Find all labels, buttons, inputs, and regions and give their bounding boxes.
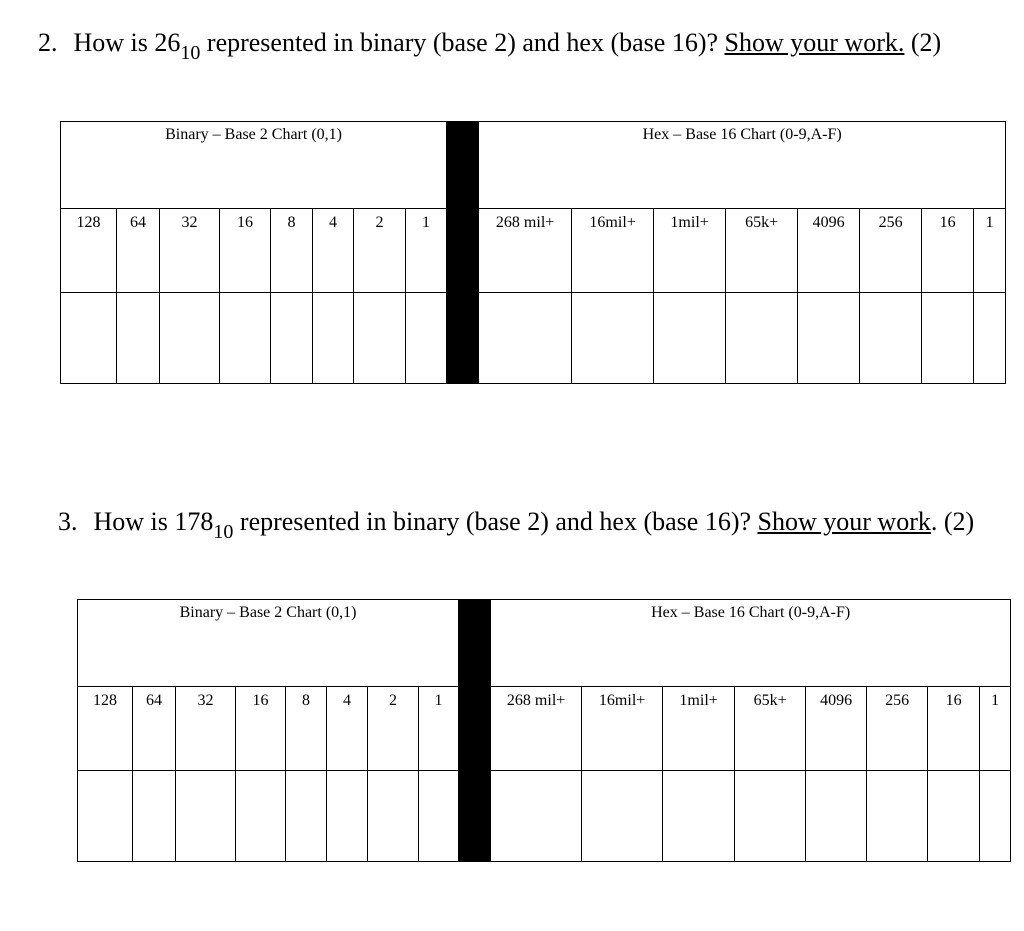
binary-answer-cell[interactable] [419, 771, 459, 862]
hex-place-value: 256 [860, 209, 922, 293]
question-text-continued: represented in binary (base 2) and hex (base 16)? [200, 28, 725, 57]
hex-answer-cell[interactable] [572, 293, 654, 384]
hex-answer-cell[interactable] [867, 771, 928, 862]
question-text: How is 26 [73, 28, 181, 57]
chart-divider [447, 122, 479, 384]
binary-answer-cell[interactable] [236, 771, 286, 862]
hex-place-value: 65k+ [735, 687, 806, 771]
show-work-instruction: Show your work [757, 507, 931, 536]
hex-answer-cell[interactable] [860, 293, 922, 384]
binary-place-value: 128 [78, 687, 133, 771]
conversion-chart-q2 [60, 121, 1006, 384]
binary-chart-title: Binary – Base 2 Chart (0,1) [61, 122, 447, 209]
points-value: . (2) [930, 507, 975, 536]
binary-place-value: 4 [313, 209, 354, 293]
binary-place-value: 32 [160, 209, 220, 293]
hex-place-value: 1mil+ [663, 687, 735, 771]
hex-place-value: 1 [974, 209, 1006, 293]
hex-place-value: 16 [928, 687, 980, 771]
base-subscript: 10 [180, 42, 201, 64]
binary-answer-cell[interactable] [286, 771, 327, 862]
binary-answer-cell[interactable] [176, 771, 236, 862]
base-subscript: 10 [213, 521, 234, 543]
binary-answer-cell[interactable] [78, 771, 133, 862]
question-3 [58, 507, 975, 543]
binary-place-value: 1 [406, 209, 447, 293]
question-2 [38, 28, 942, 64]
binary-place-value: 64 [133, 687, 176, 771]
hex-chart-title: Hex – Base 16 Chart (0-9,A-F) [491, 600, 1011, 687]
points-value: (2) [904, 28, 942, 57]
binary-place-value: 2 [354, 209, 406, 293]
hex-place-value: 4096 [806, 687, 867, 771]
question-number: 2. [38, 28, 58, 57]
binary-answer-cell[interactable] [406, 293, 447, 384]
show-work-instruction: Show your work. [724, 28, 905, 57]
binary-place-value: 2 [368, 687, 419, 771]
binary-answer-cell[interactable] [160, 293, 220, 384]
binary-place-value: 1 [419, 687, 459, 771]
binary-place-value: 8 [271, 209, 313, 293]
hex-chart-title: Hex – Base 16 Chart (0-9,A-F) [479, 122, 1006, 209]
question-number: 3. [58, 507, 78, 536]
hex-answer-cell[interactable] [479, 293, 572, 384]
chart-divider [459, 600, 491, 862]
hex-answer-cell[interactable] [928, 771, 980, 862]
hex-place-value: 268 mil+ [479, 209, 572, 293]
hex-answer-cell[interactable] [735, 771, 806, 862]
binary-answer-cell[interactable] [354, 293, 406, 384]
binary-place-value: 16 [236, 687, 286, 771]
hex-answer-cell[interactable] [582, 771, 663, 862]
hex-answer-cell[interactable] [491, 771, 582, 862]
hex-place-value: 1mil+ [654, 209, 726, 293]
hex-place-value: 268 mil+ [491, 687, 582, 771]
binary-place-value: 16 [220, 209, 271, 293]
hex-place-value: 16mil+ [572, 209, 654, 293]
binary-answer-cell[interactable] [220, 293, 271, 384]
binary-place-value: 32 [176, 687, 236, 771]
hex-answer-cell[interactable] [663, 771, 735, 862]
question-text: How is 178 [93, 507, 214, 536]
binary-answer-cell[interactable] [271, 293, 313, 384]
binary-place-value: 128 [61, 209, 117, 293]
hex-place-value: 16 [922, 209, 974, 293]
binary-answer-cell[interactable] [117, 293, 160, 384]
binary-place-value: 8 [286, 687, 327, 771]
hex-place-value: 65k+ [726, 209, 798, 293]
binary-chart-title: Binary – Base 2 Chart (0,1) [78, 600, 459, 687]
binary-answer-cell[interactable] [61, 293, 117, 384]
binary-answer-cell[interactable] [368, 771, 419, 862]
hex-answer-cell[interactable] [798, 293, 860, 384]
hex-place-value: 1 [980, 687, 1011, 771]
hex-place-value: 4096 [798, 209, 860, 293]
binary-place-value: 4 [327, 687, 368, 771]
hex-answer-cell[interactable] [922, 293, 974, 384]
hex-answer-cell[interactable] [654, 293, 726, 384]
hex-answer-cell[interactable] [974, 293, 1006, 384]
binary-answer-cell[interactable] [133, 771, 176, 862]
hex-place-value: 256 [867, 687, 928, 771]
binary-place-value: 64 [117, 209, 160, 293]
hex-answer-cell[interactable] [726, 293, 798, 384]
hex-answer-cell[interactable] [980, 771, 1011, 862]
hex-place-value: 16mil+ [582, 687, 663, 771]
binary-answer-cell[interactable] [327, 771, 368, 862]
question-text-continued: represented in binary (base 2) and hex (base 16)? [233, 507, 758, 536]
hex-answer-cell[interactable] [806, 771, 867, 862]
conversion-chart-q3 [77, 599, 1011, 862]
binary-answer-cell[interactable] [313, 293, 354, 384]
